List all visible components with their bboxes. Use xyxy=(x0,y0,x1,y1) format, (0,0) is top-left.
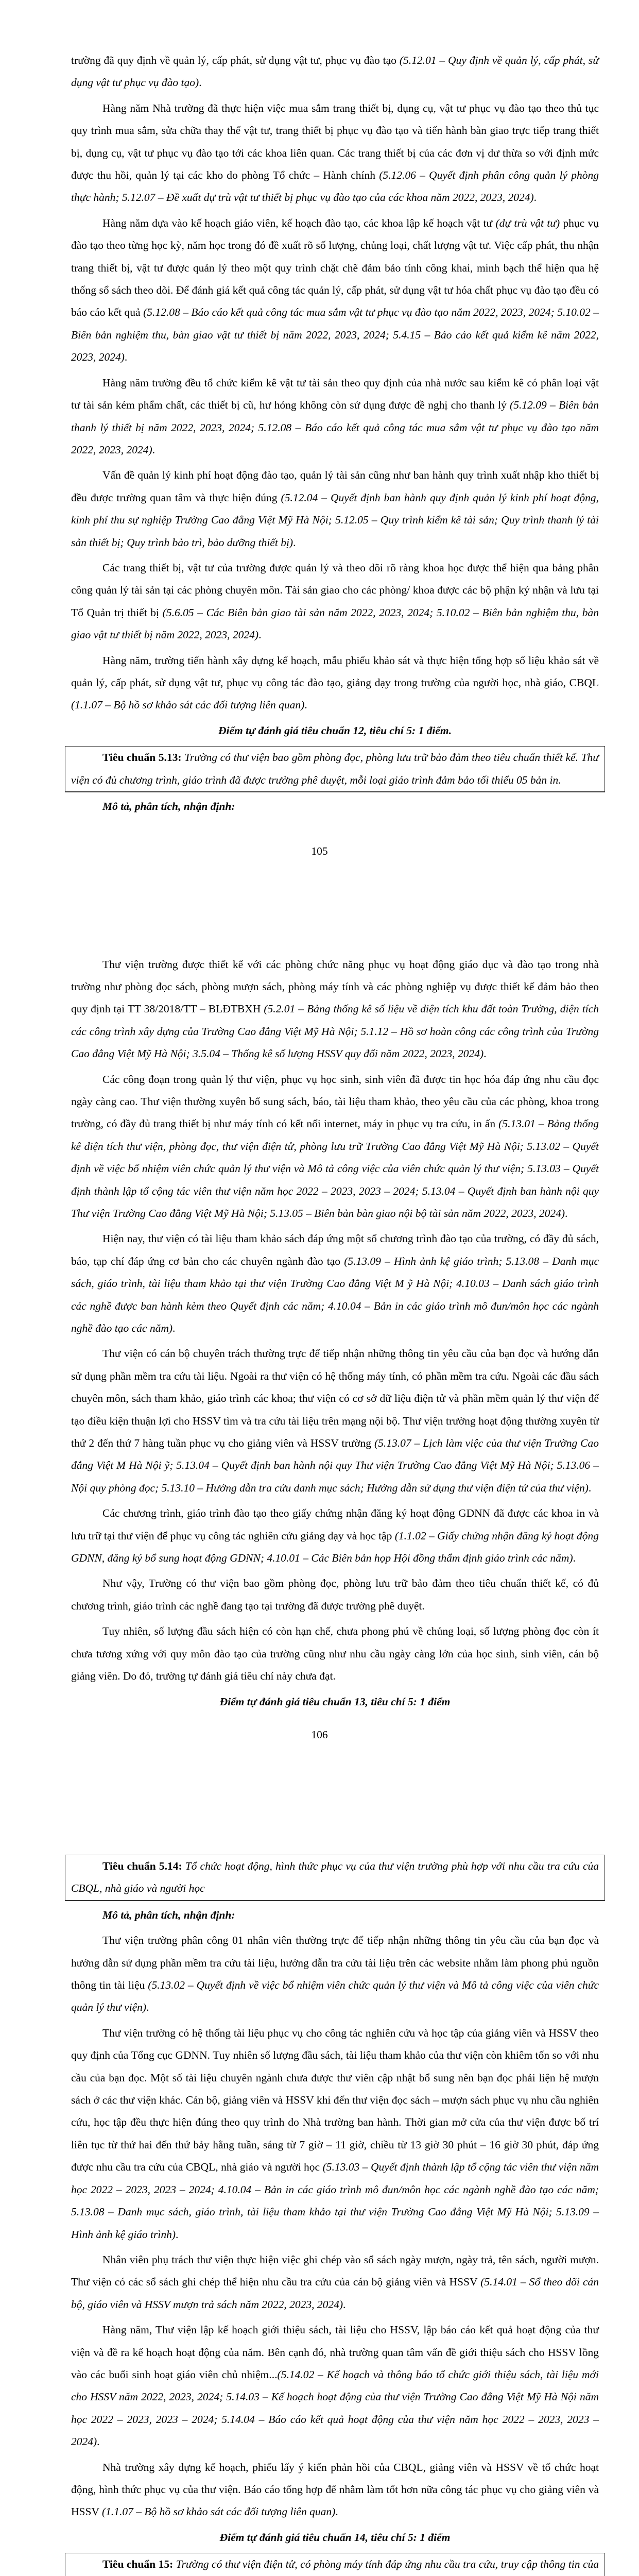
text-run: Hàng năm Nhà trường đã thực hiện việc mua sắm trang thiết bị, dụng cụ, vật tư phục vụ đào tạo theo thủ tục quy trình mua sắm, sửa chữa thay thế vật tư, trang thiết bị phục vụ đào tạo và tiến hành bàn giao trực tiếp trang thiết bị, dụng cụ, vật tư phục vụ đào tạo tới các khoa liên quan. Các trang thiết bị của các đơn vị dư thừa so với định mức được thu hồi, quản lý tại các kho do phòng Tổ chức – Hành chính xyxy=(71,101,599,182)
evidence-citation: (5.12.09 – Biên bản thanh lý thiết bị năm 2022, 2023, 2024; 5.12.08 – Báo cáo kết quả công tác mua sắm vật tư phục vụ đào tạo năm 2022, 2023, 2024) xyxy=(71,399,599,456)
page xyxy=(0,1808,639,2576)
text-run: Các chương trình, giáo trình đào tạo theo giấy chứng nhận đăng ký hoạt động GDNN đã được các khoa in và lưu trữ tại thư viện để phục vụ công tác nghiên cứu giảng dạy và học tập xyxy=(71,1507,599,1542)
criterion-statement xyxy=(71,1855,599,1900)
self-assessment-score: Điểm tự đánh giá tiêu chuẩn 13, tiêu chí 5: 1 điểm xyxy=(219,1695,451,1708)
paragraph xyxy=(71,1228,599,1340)
paragraph xyxy=(71,49,599,94)
evidence-citation: (5.6.05 – Các Biên bản giao tài sản năm 2022, 2023, 2024; 5.10.02 – Biên bản nghiệm thu, bàn giao vật tư thiết bị năm 2022, 2023, 2024) xyxy=(71,606,599,641)
self-assessment-score: Điểm tự đánh giá tiêu chuẩn 12, tiêu chí 5: 1 điểm. xyxy=(218,724,452,737)
evidence-citation: (1.1.07 – Bộ hồ sơ khảo sát các đối tượng liên quan) xyxy=(71,699,305,711)
criterion-text: Trường có thư viện bao gồm phòng đọc, phòng lưu trữ bảo đảm theo tiêu chuẩn thiết kế. Thư viện có đủ chương trình, giáo trình đã được trường phê duyệt, mỗi loại giáo trình đảm bảo tối thiểu 05 bản in. xyxy=(71,751,599,786)
text-run: Thư viện có cán bộ chuyên trách thường trực để tiếp nhận những thông tin yêu cầu của bạn đọc và hướng dẫn sử dụng phần mềm tra cứu tài liệu. Ngoài ra thư viện có hệ thống máy tính, có phần mềm tra cứu. Ngoài các đầu sách chuyên môn, sách tham khảo, giáo trình các khoa; thư viện có cơ sở dữ liệu điện tử và phần mềm quản lý thư viện để tạo điều kiện thuận lợi cho HSSV tìm và tra cứu tài liệu trên mạng nội bộ. Thư viện trường hoạt động thường xuyên từ thứ 2 đến thứ 7 hàng tuần phục vụ cho giảng viên và HSSV trường xyxy=(71,1347,599,1450)
text-run: Thư viện trường được thiết kế với các phòng chức năng phục vụ hoạt động giáo dục và đào tạo trong nhà trường như phòng đọc sách, phòng mượn sách, phòng máy tính và các phòng nghiệp vụ được thiết kế đảm bảo theo quy định tại TT 38/2018/TT – BLĐTBXH xyxy=(71,958,599,1015)
text-run: . xyxy=(172,1322,176,1334)
evidence-citation: (1.1.02 – Giấy chứng nhận đăng ký hoạt động GDNN, đăng ký bổ sung hoạt động GDNN; 4.10.01 – Các Biên bản họp Hội đồng thẩm định giáo trình các năm) xyxy=(71,1529,599,1565)
text-run: Hiện nay, thư viện có tài liệu tham khảo sách đáp ứng một số chương trình đào tạo của trường, có đầy đủ sách, báo, tạp chí đáp ứng cơ bản cho các chuyên ngành đào tạo xyxy=(71,1232,599,1267)
paragraph xyxy=(71,954,599,1065)
text-run: Vấn đề quản lý kinh phí hoạt động đào tạo, quản lý tài sản cũng như ban hành quy trình xuất nhập kho thiết bị đều được trường quan tâm và thực hiện đúng xyxy=(71,469,599,504)
text-run: Thư viện trường có hệ thống tài liệu phục vụ cho công tác nghiên cứu và học tập của giảng viên và HSSV theo quy định của Tổng cục GDNN. Tuy nhiên số lượng đầu sách, tài liệu tham khảo của thư viện còn khiêm tốn so với nhu cầu của bạn đọc. Một số tài liệu chuyên ngành chưa được thư viên cập nhật bổ sung nên bạn đọc phải liện hệ mượn sách ở các thư viện khác. Cán bộ, giảng viên và HSSV khi đến thư viện đọc sách – mượn sách phục vụ nhu cầu nghiên cứu, học tập đều thực hiện đúng theo quy trình do Nhà trường ban hành. Thời gian mở cửa của thư viện được bố trí liên tục từ thứ hai đến thứ bảy hằng tuần, sáng từ 7 giờ – 11 giờ, chiều từ 13 giờ 30 phút – 16 giờ 30 phút, đáp ứng được nhu cầu tra cứu của CBQL, nhà giáo và người học xyxy=(71,2026,599,2174)
text-run: . xyxy=(124,351,128,364)
text-run: . xyxy=(483,1047,487,1060)
text-run: Nhà trường xây dựng kế hoạch, phiếu lấy ý kiến phản hồi của CBQL, giảng viên và HSSV về tổ chức hoạt động, hình thức phục vụ của thư viện. Báo cáo tổng hợp để nhằm làm tốt hơn nữa công tác phục vụ cho giảng viên và HSSV xyxy=(71,2461,599,2518)
text-run: . xyxy=(335,2505,338,2518)
text-run: Tuy nhiên, số lượng đầu sách hiện có còn hạn chế, chưa phong phú về chủng loại, số lượng phòng đọc còn ít chưa tương xứng với quy môn đào tạo của trường cũng như nhu cầu ngày càng lớn của học sinh, sinh viên, cán bộ giảng viên. Do đó, trường tự đánh giá tiêu chí này chưa đạt. xyxy=(71,1625,599,1683)
criterion-box xyxy=(65,1855,605,1901)
evidence-citation: (5.14.02 – Kế hoạch và thông báo tổ chức giới thiệu sách, tài liệu mới cho HSSV năm 2022, 2023, 2024; 5.14.03 – Kế hoạch hoạt động của thư viện Trường Cao đẳng Việt Mỹ Hà Nội năm học 2022 – 2023, 2023 – 2024; 5.14.04 – Báo cáo kết quả hoạt động của thư viện năm học 2022 – 2023, 2023 – 2024) xyxy=(71,2368,599,2448)
paragraph xyxy=(71,2456,599,2523)
text-run: . xyxy=(573,1552,576,1565)
criterion-box xyxy=(65,2553,605,2576)
evidence-citation: (5.13.03 – Quyết định thành lập tổ cộng tác viên thư viện năm học 2022 – 2023, 2023 – 2024; 4.10.04 – Bản in các giáo trình mô đun/môn học các ngành nghề đào tạo các năm; 5.13.08 – Danh mục sách, giáo trình, tài liệu tham khảo tại thư viện Trường Cao đẳng Việt Mỹ Hà Nội; 5.13.09 – Hình ảnh kệ giáo trình) xyxy=(71,2161,599,2241)
paragraph xyxy=(71,2249,599,2316)
paragraph xyxy=(71,464,599,554)
self-assessment-score: Điểm tự đánh giá tiêu chuẩn 14, tiêu chí 5: 1 điểm xyxy=(219,2531,451,2544)
text-run: . xyxy=(565,1207,568,1219)
paragraph xyxy=(71,2022,599,2246)
criterion-label: Tiêu chuẩn 5.13: xyxy=(102,751,182,764)
text-run: trường đã quy định về quản lý, cấp phát, sử dụng vật tư, phục vụ đào tạo xyxy=(71,54,400,66)
analysis-heading: Mô tả, phân tích, nhận định: xyxy=(102,800,235,812)
page xyxy=(0,0,639,904)
criterion-label: Tiêu chuẩn 15: xyxy=(102,2558,174,2571)
text-run: phục vụ đào tạo theo từng học kỳ, năm học trong đó đề xuất rõ số lượng, chủng loại, chất lượng vật tư. Việc cấp phát, thu nhận trang thiết bị, vật tư được quản lý theo một quy trình chặt chẽ đảm bảo tính công khai, minh bạch thể hiện qua hệ thống sổ sách theo dõi. Để đánh giá kết quả công tác quản lý, cấp phát, sử dụng vật tư hóa chất phục vụ đào tạo đều có báo cáo kết quả xyxy=(71,216,599,319)
paragraph xyxy=(71,1502,599,1569)
paragraph xyxy=(71,1620,599,1687)
paragraph xyxy=(71,2319,599,2453)
text-run: Hàng năm trường đều tổ chức kiểm kê vật tư tài sản theo quy định của nhà nước sau kiểm kê có phân loại vật tư tài sản kém phẩm chất, các thiết bị cũ, hư hỏng không còn sử dụng được đề nghị cho thanh lý xyxy=(71,376,599,412)
evidence-citation: (5.12.01 – Quy định về quản lý, cấp phát, sử dụng vật tư phục vụ đào tạo) xyxy=(71,54,599,89)
criterion-statement xyxy=(71,2553,599,2576)
evidence-citation: (5.12.04 – Quyết định ban hành quy định quản lý kinh phí hoạt động, kinh phí thu sự nghiệp Trường Cao đẳng Việt Mỹ Hà Nội; 5.12.05 – Quy trình kiểm kê tài sản; Quy trình thanh lý tài sản thiết bị; Quy trình bảo trì, bảo dưỡng thiết bị) xyxy=(71,491,599,549)
text-run: . xyxy=(588,1481,592,1494)
paragraph xyxy=(71,1343,599,1499)
text-run: Các công đoạn trong quản lý thư viện, phục vụ học sinh, sinh viên đã được tin học hóa đáp ứng nhu cầu đọc ngày càng cao. Thư viện thường xuyên bổ sung sách, báo, tài liệu tham khảo, theo yêu cầu của các phòng, khoa trong trường, có đầy đủ trang thiết bị như máy tính có kết nối internet, máy in phục vụ tra cứu, in ấn xyxy=(71,1073,599,1130)
text-run: Nhân viên phụ trách thư viện thực hiện việc ghi chép vào sổ sách ngày mượn, ngày trả, tên sách, người mượn. Thư viện có các sổ sách ghi chép thể hiện nhu cầu tra cứu của cán bộ giảng viên và HSSV xyxy=(71,2253,599,2289)
text-run: . xyxy=(258,629,262,641)
page-content xyxy=(71,1855,599,2576)
criterion-statement xyxy=(71,747,599,791)
text-run: Như vậy, Trường có thư viện bao gồm phòng đọc, phòng lưu trữ bảo đảm theo tiêu chuẩn thiết kế, có đủ chương trình, giáo trình các nghề đang tạo tại trường đã được trường phê duyệt. xyxy=(71,1577,599,1612)
evidence-citation: (5.13.01 – Bảng thống kê diện tích thư viện, phòng đọc, thư viện điện tử, phòng lưu trữ Trường Cao đẳng Việt Mỹ Hà Nội; 5.13.02 – Quyết định về việc bổ nhiệm viên chức quản lý thư viện và Mô tả công việc của viên chức quản lý thư viện; 5.13.03 – Quyết định thành lập tổ cộng tác viên thư viện năm học 2022 – 2023, 2023 – 2024; 5.13.04 – Quyết định ban hành nội quy Thư viện Trường Cao đẳng Việt Mỹ Hà Nội; 5.13.05 – Biên bản bàn giao nội bộ tài sản năm 2022, 2023, 2024) xyxy=(71,1117,599,1219)
evidence-citation: (1.1.07 – Bộ hồ sơ khảo sát các đối tượng liên quan) xyxy=(101,2505,336,2518)
evidence-citation: (5.12.08 – Báo cáo kết quả công tác mua sắm vật tư phục vụ đào tạo năm 2022, 2023, 2024; 5.10.02 – Biên bản nghiệm thu, bàn giao vật tư thiết bị năm 2022, 2023, 2024; 5.4.15 – Báo cáo kết quả kiểm kê năm 2022, 2023, 2024) xyxy=(71,306,599,364)
evidence-citation: (5.2.01 – Bảng thống kê số liệu về diện tích khu đất toàn Trường, diện tích các công trình xây dựng của Trường Cao đẳng Việt Mỹ Hà Nội; 5.1.12 – Hồ sơ hoàn công các công trình của Trường Cao đẳng Việt Mỹ Hà Nội; 3.5.04 – Thống kê số lượng HSSV quy đổi năm 2022, 2023, 2024) xyxy=(71,1003,599,1060)
evidence-citation: (5.13.09 – Hình ảnh kệ giáo trình; 5.13.08 – Danh mục sách, giáo trình, tài liệu tham khảo tại thư viện Trường Cao đẳng Việt M ỹ Hà Nội; 4.10.03 – Danh sách giáo trình các nghề được ban hành kèm theo Quyết định các năm; 4.10.04 – Bản in các giáo trình mô đun/môn học các ngành nghề đào tạo các năm) xyxy=(71,1255,599,1334)
page xyxy=(0,904,639,1808)
text-run: Thư viện trường phân công 01 nhân viên thường trực để tiếp nhận những thông tin yêu cầu của bạn đọc và hướng dẫn sử dụng phần mềm tra cứu tài liệu, hướng dẫn tra cứu tài liệu trên các website nhằm làm phong phú nguồn thông tin tài liệu xyxy=(71,1934,599,1992)
text-run: . xyxy=(146,2001,149,2014)
criterion-text: Trường có thư viện điện tử, có phòng máy tính đáp ứng nhu cầu tra cứu, truy cập thông tin của xyxy=(176,2558,599,2571)
text-run: . xyxy=(152,443,156,456)
paragraph xyxy=(71,212,599,369)
text-run: Hàng năm, Thư viện lập kế hoạch giới thiệu sách, tài liệu cho HSSV, lập báo cáo kết quả hoạt động của thư viện và đề ra kế hoạch hoạt động của năm. Bên cạnh đó, nhà trường quan tâm vấn đề giới thiệu sách cho HSSV lồng vào các buổi sinh hoạt giáo viên chủ nhiệm... xyxy=(71,2324,599,2381)
text-run: . xyxy=(293,536,296,549)
paragraph xyxy=(71,1929,599,2019)
criterion-text: Tổ chức hoạt động, hình thức phục vụ của thư viện trường phù hợp với nhu cầu tra cứu của CBQL, nhà giáo và người học xyxy=(71,1860,599,1895)
text-run: Các trang thiết bị, vật tư của trường được quản lý và theo dõi rõ ràng khoa học được thể hiện qua bảng phân công quản lý tài sản tại các phòng chuyên môn. Tài sản giao cho các phòng/ khoa được các bộ phận ký nhận và lưu tại Tổ Quản trị thiết bị xyxy=(71,561,599,619)
paragraph xyxy=(71,650,599,717)
text-run: . xyxy=(343,2298,346,2311)
evidence-citation: (5.14.01 – Sổ theo dõi cán bộ, giáo viên và HSSV mượn trả sách năm 2022, 2023, 2024) xyxy=(71,2276,599,2311)
evidence-citation: (5.13.07 – Lịch làm việc của thư viện Trường Cao đẳng Việt M Hà Nội ỹ; 5.13.04 – Quyết định ban hành nội quy Thư viện Trường Cao đẳng Việt Mỹ Hà Nội; 5.13.06 – Nội quy phòng đọc; 5.13.10 – Hướng dẫn tra cứu danh mục sách; Hướng dẫn sử dụng thư viện điện tử của thư viện) xyxy=(71,1437,599,1494)
text-run: Hàng năm, trường tiến hành xây dựng kế hoạch, mẫu phiếu khảo sát và thực hiện tổng hợp số liệu khảo sát về quản lý, cấp phát, sử dụng vật tư, phục vụ công tác đào tạo, giảng dạy trong trường của người học, nhà giáo, CBQL xyxy=(71,654,599,689)
paragraph xyxy=(71,372,599,462)
text-run: . xyxy=(176,2228,179,2241)
evidence-citation: (dự trù vật tư) xyxy=(495,216,560,229)
paragraph xyxy=(71,557,599,647)
criterion-box xyxy=(65,746,605,792)
paragraph xyxy=(71,97,599,209)
text-run: . xyxy=(304,699,307,711)
paragraph xyxy=(71,1572,599,1617)
criterion-label: Tiêu chuẩn 5.14: xyxy=(102,1860,182,1872)
analysis-heading: Mô tả, phân tích, nhận định: xyxy=(102,1908,235,1921)
page-content xyxy=(71,49,599,818)
text-run: . xyxy=(533,191,537,204)
text-run: Hàng năm dựa vào kế hoạch giáo viên, kế hoạch đào tạo, các khoa lập kế hoạch vật tư xyxy=(102,216,496,229)
paragraph xyxy=(71,1069,599,1225)
page-number: 105 xyxy=(311,845,328,857)
page-number: 106 xyxy=(311,1728,328,1741)
evidence-citation: (5.12.06 – Quyết định phân công quản lý phòng thực hành; 5.12.07 – Đề xuất dự trù vật tư thiết bị phục vụ đào tạo của các khoa năm 2022, 2023, 2024) xyxy=(71,169,599,204)
page-content xyxy=(71,954,599,1713)
evidence-citation: (5.13.02 – Quyết định về việc bổ nhiệm viên chức quản lý thư viện và Mô tả công việc của viên chức quản lý thư viện) xyxy=(71,1979,599,2014)
text-run: . xyxy=(199,76,202,89)
text-run: . xyxy=(97,2435,100,2448)
